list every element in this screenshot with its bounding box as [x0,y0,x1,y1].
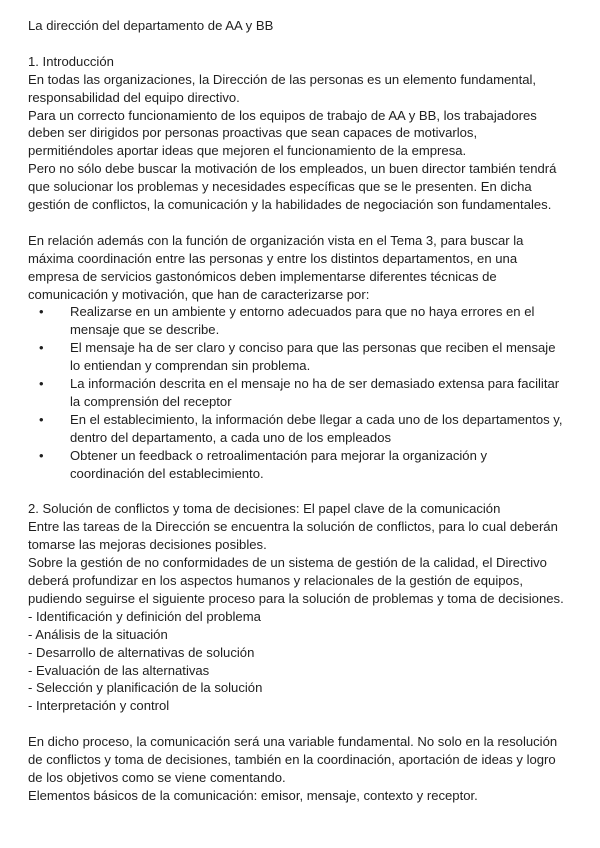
text-line: de conflictos y toma de decisiones, también en la coordinación, aportación de ideas y logro [28,752,556,768]
text-line: Realizarse en un ambiente y entorno adecuados para que no haya errores en el [70,304,535,320]
text-line: coordinación del establecimiento. [70,465,264,481]
text-line: máxima coordinación entre las personas y entre los distintos departamentos, en una [28,250,518,266]
text-line: comunicación y motivación, que han de caracterizarse por: [28,286,370,302]
text-line: tomarse las mejoras decisiones posibles. [28,537,267,553]
list-item [28,303,580,339]
text-line: de los objetivos como se viene comentando. [28,770,286,785]
decision-steps-list [28,608,580,715]
text-line: Sobre la gestión de no conformidades de un sistema de gestión de la calidad, el Directivo [28,555,547,571]
text-line: Entre las tareas de la Dirección se encuentra la solución de conflictos, para lo cual deberán [28,519,558,535]
list-item: - Interpretación y control [28,698,170,714]
list-item [28,375,580,411]
list-item: - Selección y planificación de la solución [28,680,263,696]
list-item [28,339,580,375]
section-1-organization-paragraph [28,232,580,304]
text-line: En dicho proceso, la comunicación será una variable fundamental. No solo en la resolución [28,734,558,750]
text-line: Pero no sólo debe buscar la motivación de los empleados, un buen director también tendrá [28,161,557,177]
text-line: permitiéndoles aportar ideas que mejoren el funcionamiento de la empresa. [28,143,467,159]
text-line: que solucionar los problemas y necesidades específicas que se le presenten. En dicha [28,179,532,195]
text-line: responsabilidad del equipo directivo. [28,89,240,105]
document-title: La dirección del departamento de AA y BB [28,18,274,33]
list-item: - Análisis de la situación [28,626,168,642]
text-line: empresa de servicios gastonómicos deben implementarse diferentes técnicas de [28,268,497,284]
text-line: Obtener un feedback o retroalimentación para mejorar la organización y [70,447,488,463]
bullet-icon: • [39,340,44,356]
paragraph-gap [28,715,580,733]
text-line: La información descrita en el mensaje no ha de ser demasiado extensa para facilitar [70,376,560,392]
text-line: dentro del departamento, a cada uno de los empleados [70,429,392,445]
paragraph-gap [28,214,580,232]
text-line: deberá profundizar en los aspectos humanos y relacionales de la gestión de equipos, [28,573,523,589]
section-1-heading: 1. Introducción [28,53,114,69]
text-line: deben ser dirigidos por personas proactivas que sean capaces de motivarlos, [28,125,478,141]
section-2-heading: 2. Solución de conflictos y toma de decisiones: El papel clave de la comunicación [28,501,501,517]
section-1-intro-paragraph [28,71,580,214]
text-line: En el establecimiento, la información debe llegar a cada uno de los departamentos y, [70,411,563,427]
document-body [28,17,580,805]
list-item: - Identificación y definición del problema [28,608,261,624]
text-line: Elementos básicos de la comunicación: emisor, mensaje, contexto y receptor. [28,787,478,803]
section-2-paragraph [28,518,580,608]
list-item [28,411,580,447]
text-line: lo entiendan y comprendan sin problema. [70,358,311,374]
list-item [28,447,580,483]
list-item: - Desarrollo de alternativas de solución [28,644,255,660]
techniques-bullet-list [28,303,580,482]
bullet-icon: • [39,447,44,463]
text-line: gestión de conflictos, la comunicación y la habilidades de negociación son fundamentales. [28,197,552,213]
text-line: El mensaje ha de ser claro y conciso para que las personas que reciben el mensaje [70,340,556,356]
bullet-icon: • [39,304,44,320]
bullet-icon: • [39,411,44,427]
paragraph-gap [28,483,580,501]
text-line: pudiendo seguirse el siguiente proceso para la solución de problemas y toma de decisiones. [28,590,564,606]
text-line: la comprensión del receptor [70,394,232,409]
text-line: En todas las organizaciones, la Dirección de las personas es un elemento fundamental, [28,71,537,87]
bullet-icon: • [39,376,44,392]
list-item: - Evaluación de las alternativas [28,662,210,678]
text-line: Para un correcto funcionamiento de los equipos de trabajo de AA y BB, los trabajadores [28,107,537,123]
text-line: mensaje que se describe. [70,322,220,338]
closing-paragraph [28,733,580,805]
text-line: En relación además con la función de organización vista en el Tema 3, para buscar la [28,232,524,248]
